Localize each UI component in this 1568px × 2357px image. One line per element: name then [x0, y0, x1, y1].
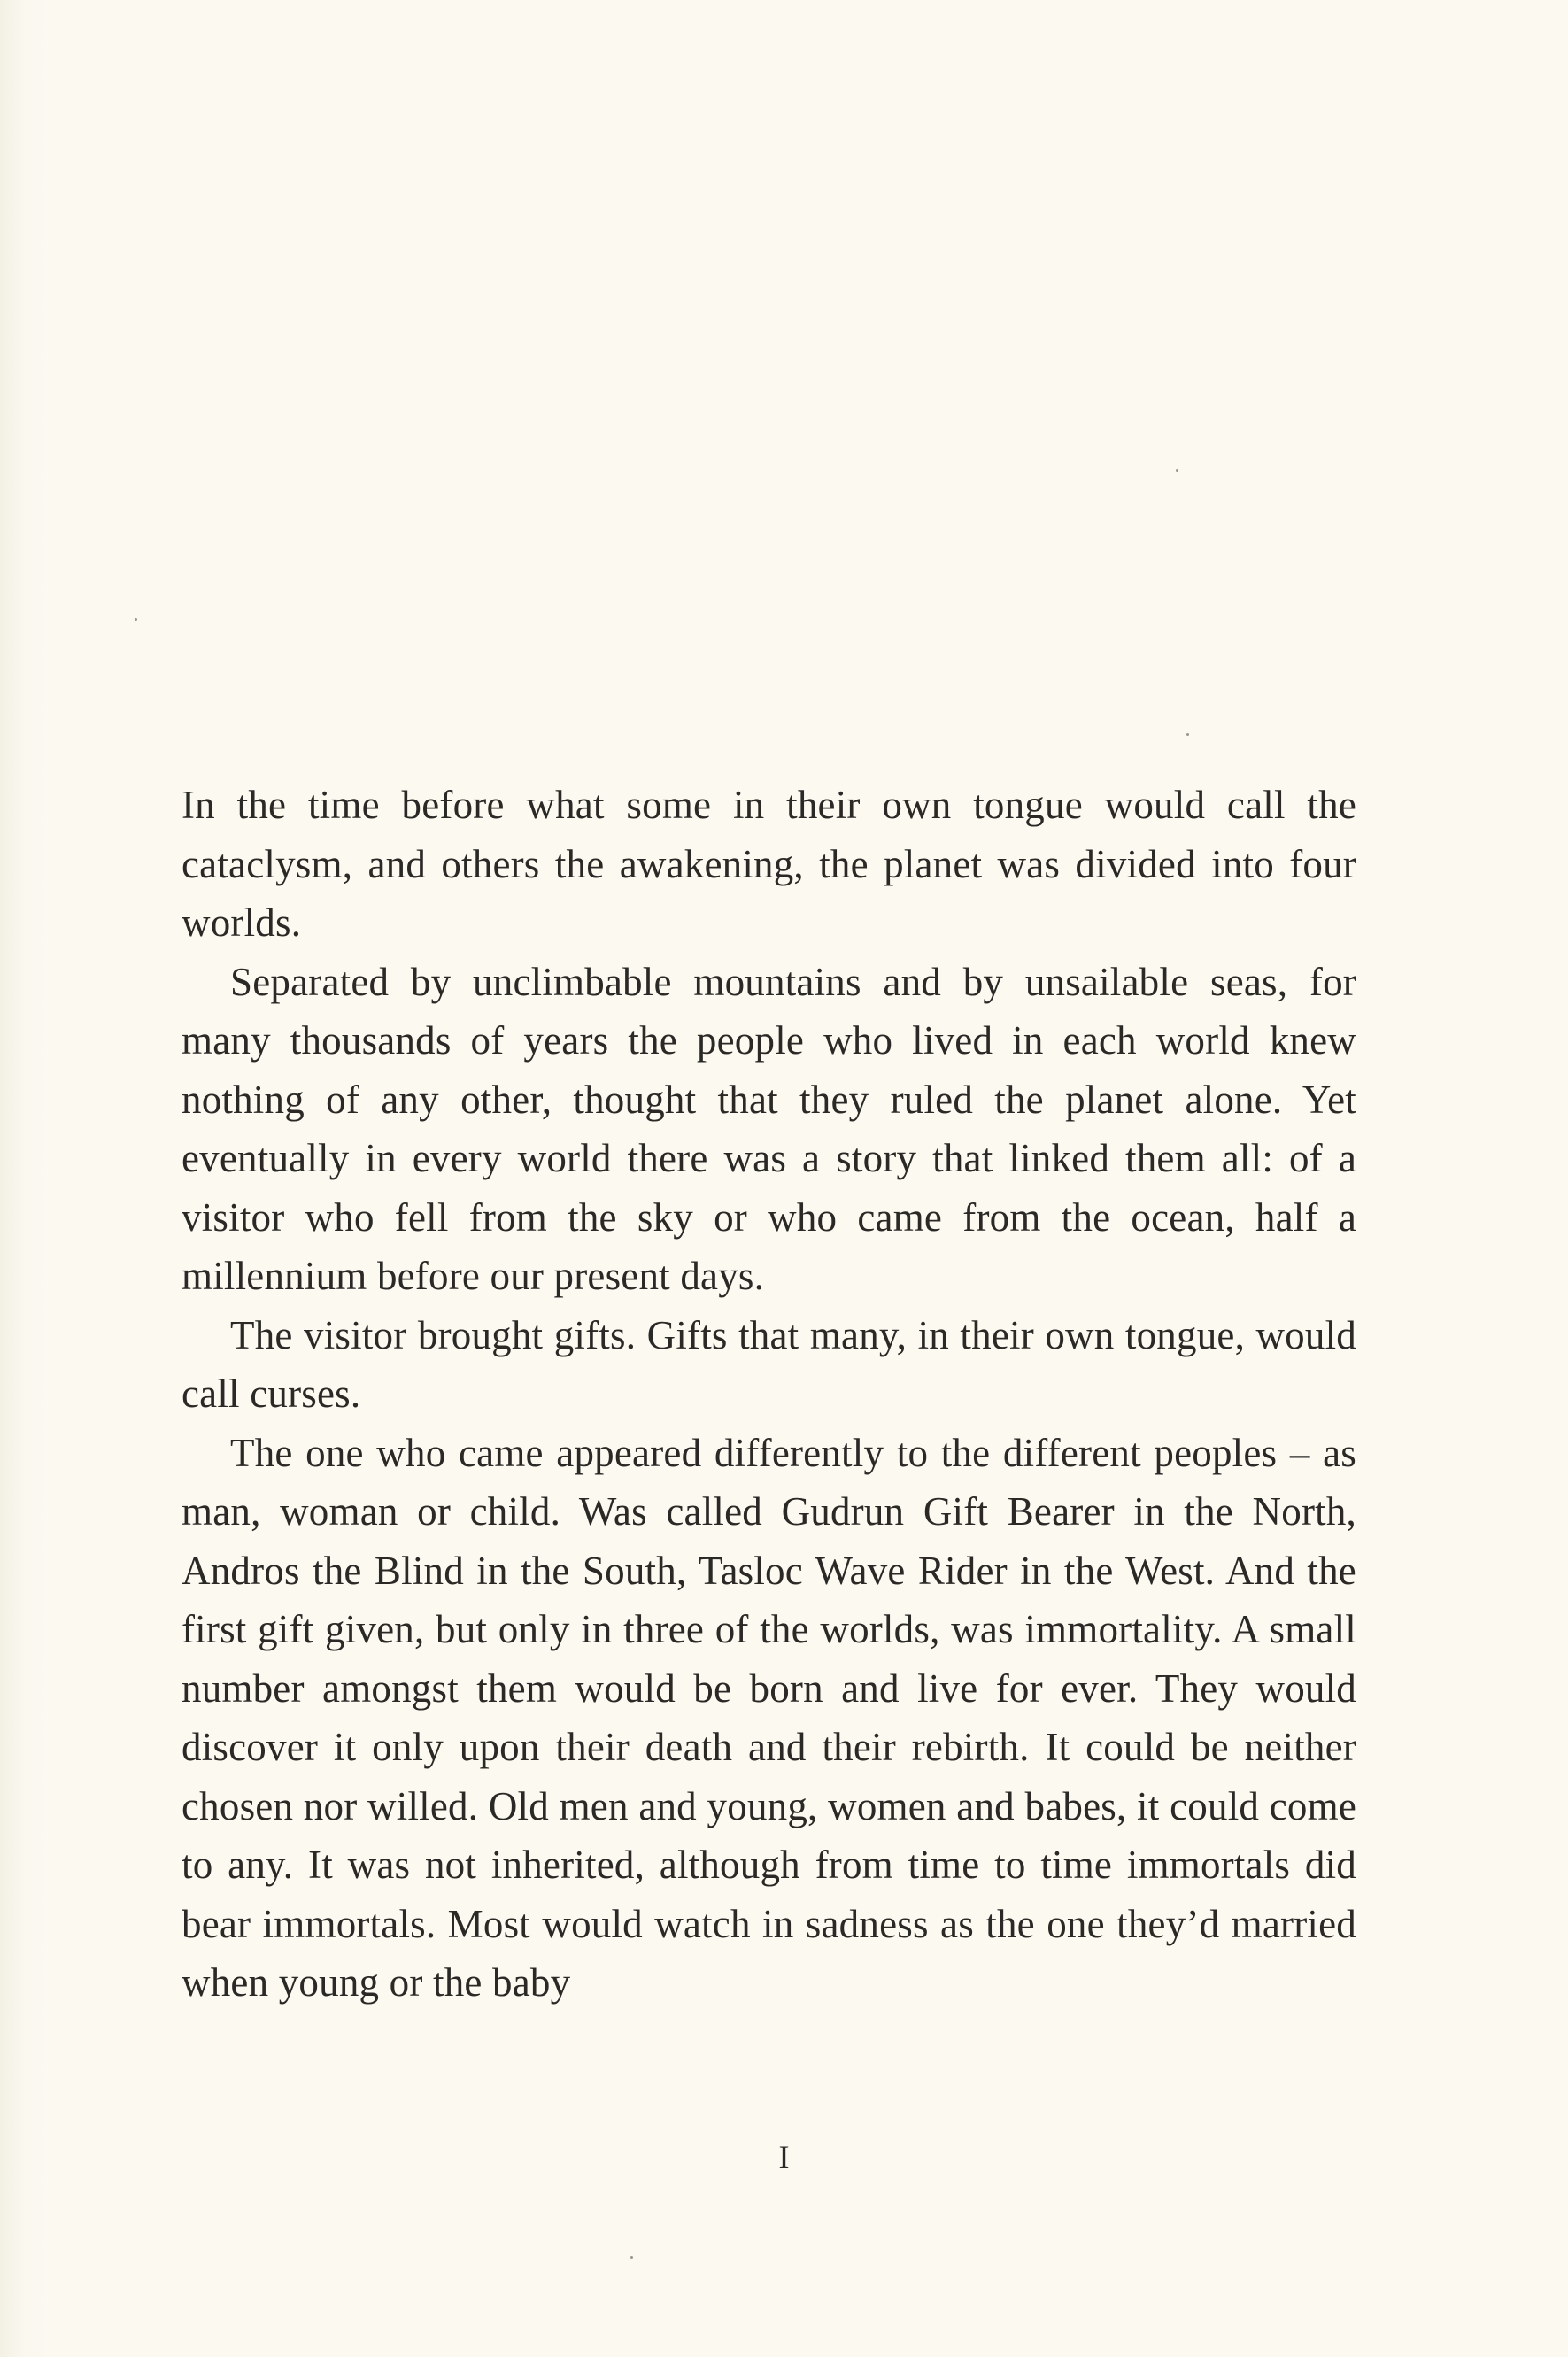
paper-speck: [1176, 469, 1178, 472]
paper-speck: [630, 2256, 633, 2259]
paper-speck: [1186, 733, 1189, 736]
paragraph-2: Separated by unclimbable mountains and by unsailable seas, for many thousands of years the people who lived in each world knew nothing of any other, thought that they ruled the planet alone. Yet eventually in every world there was a story that linked them all: of a visitor who fell from the sky or who came from the ocean, half a millennium before our present days.: [182, 959, 1356, 1298]
body-text: [182, 776, 1356, 2013]
paragraph-1: In the time before what some in their own tongue would call the cataclysm, and others the awakening, the planet was divided into four worlds.: [182, 783, 1356, 945]
paper-speck: [135, 618, 137, 621]
paragraph-4: The one who came appeared differently to the different peoples – as man, woman or child. Was called Gudrun Gift Bearer in the North, Andros the Blind in the South, Tasloc Wave Rider in the West. And the first gift given, but only in three of the worlds, was immortality. A small number amongst them would be born and live for ever. They would discover it only upon their death and their rebirth. It could be neither chosen nor willed. Old men and young, women and babes, it could come to any. It was not inherited, although from time to time immortals did bear immortals. Most would watch in sadness as the one they’d married when young or the baby: [182, 1430, 1356, 2005]
page-number: I: [778, 2139, 790, 2175]
paragraph-3: The visitor brought gifts. Gifts that many, in their own tongue, would call curses.: [182, 1312, 1356, 1416]
